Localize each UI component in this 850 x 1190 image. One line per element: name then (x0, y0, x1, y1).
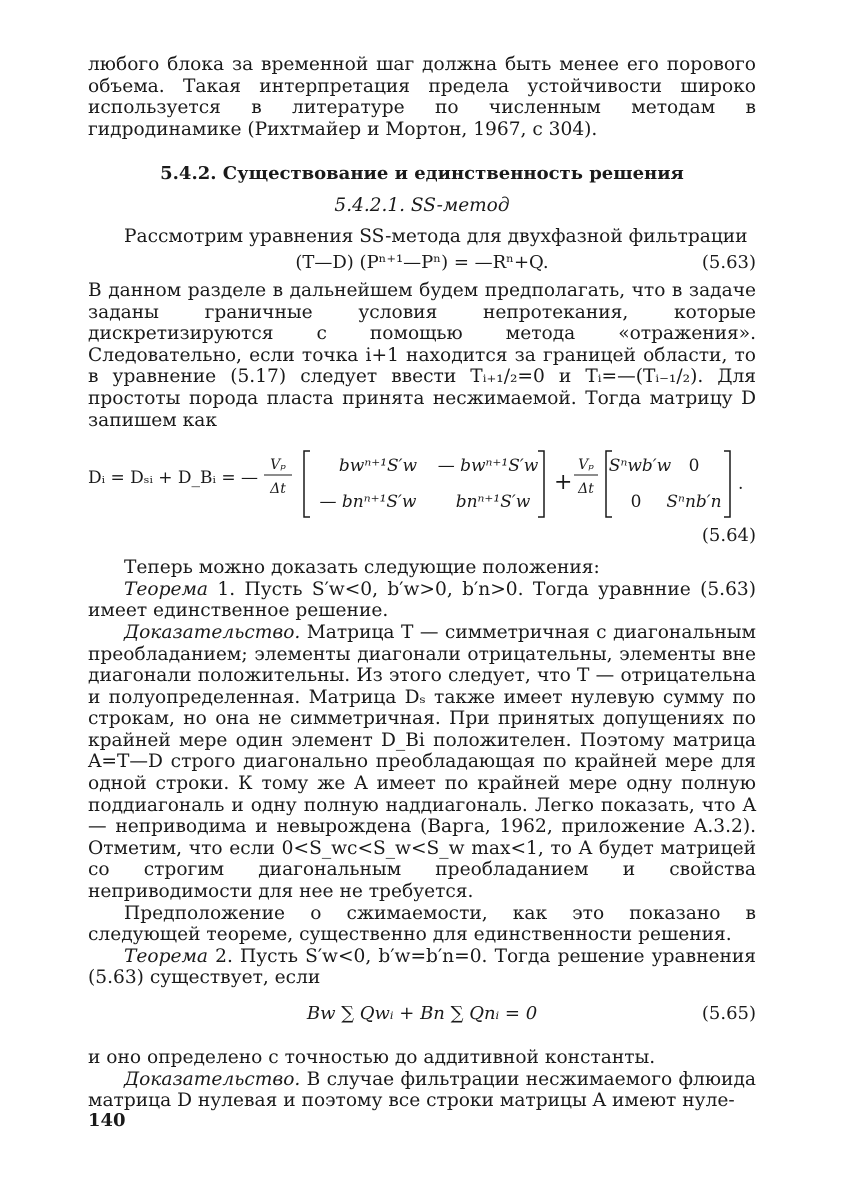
matrix1-r1c1: bwⁿ⁺¹S′w (338, 456, 418, 477)
proof-1 (88, 622, 756, 903)
matrix2-r1c2: 0 (688, 456, 700, 477)
paragraph-section: В данном разделе в дальнейшем будем предполагать, что в задаче заданы граничные условия непротекания, которые дискретизируются с помощью метода «отражения». Следовательно, если точка i+1 находится за границей области, то в уравнение (5.17) следует ввести Tᵢ₊₁/₂=0 и Tᵢ=—(Tᵢ₋₁/₂). Для простоты порода пласта принята несжимаемой. Тогда матрицу D запишем как (88, 279, 756, 431)
theorem-2 (88, 946, 756, 989)
proof-2-label: Доказательство. (124, 1068, 301, 1090)
svg-text:.: . (738, 474, 744, 495)
theorem-1-label: Теорема (124, 578, 209, 600)
subsection-title: 5.4.2.1. SS-метод (334, 195, 510, 217)
equation-5-65-body: Bw ∑ Qwᵢ + Bn ∑ Qnᵢ = 0 (306, 1003, 538, 1024)
matrix2-r1c1: Sⁿwb′w (608, 456, 672, 477)
matrix1-r2c2: bnⁿ⁺¹S′w (455, 492, 531, 513)
proof-1-label: Доказательство. (124, 621, 301, 643)
matrix1-r1c2: — bwⁿ⁺¹S′w (437, 456, 539, 477)
eq-564-dt-1: Δt (270, 481, 286, 498)
section-title: 5.4.2. Существование и единственность решения (160, 163, 684, 185)
theorem-2-text: 2. Пусть S′w<0, b′w=b′n=0. Тогда решение уравнения (5.63) существует, если (88, 945, 756, 989)
matrix-equation-svg (88, 441, 756, 525)
paragraph-consider: Рассмотрим уравнения SS-метода для двухфазной фильтрации (124, 226, 748, 248)
equation-5-63 (88, 248, 756, 280)
eq-564-lhs: Dᵢ = Dₛᵢ + D_Bᵢ = — (88, 468, 259, 489)
page-body (88, 54, 756, 1112)
paragraph-defined: и оно определено с точностью до аддитивной константы. (88, 1047, 656, 1068)
page-number: 140 (88, 1110, 126, 1131)
proof-2 (88, 1069, 756, 1112)
matrix1-r2c1: — bnⁿ⁺¹S′w (319, 492, 417, 513)
equation-5-63-body: (T—D) (Pⁿ⁺¹—Pⁿ) = —Rⁿ+Q. (295, 251, 549, 273)
eq-564-plus: + (554, 470, 573, 496)
matrix2-r2c2: Sⁿnb′n (666, 492, 722, 513)
eq-564-vp-1: Vₚ (270, 457, 286, 474)
matrix2-r2c1: 0 (630, 492, 642, 513)
proof-1-text: Матрица T — симметричная с диагональным преобладанием; элементы диагонали отрицательны, элементы вне диагонали положительны. Из этого следует, что T — отрицательна и полуопределенная. Матрица Dₛ также имеет нулевую сумму по строкам, но она не симметричная. При принятых допущениях по крайней мере один элемент D_Bi положителен. Поэтому матрица A=T—D строго диагонально преобладающая по крайней мере для одной строки. К тому же A имеет по крайней мере одну полную поддиагональ и одну полную наддиагональ. Легко показать, что A — неприводима и невырождена (Варга, 1962, приложение A.3.2). Отметим, что если 0<S_wc<S_w<S_w max<1, то A будет матрицей со строгим диагональным преобладанием и свойства неприводимости для нее не требуется. (88, 621, 756, 903)
equation-5-63-number: (5.63) (701, 251, 756, 273)
equation-5-64-number: (5.64) (701, 525, 756, 547)
eq-564-dt-2: Δt (578, 481, 594, 498)
theorem-1-text: 1. Пусть S′w<0, b′w>0, b′n>0. Тогда уравнние (5.63) имеет единственное решение. (88, 578, 756, 622)
equation-5-65-number: (5.65) (701, 1003, 756, 1024)
paragraph-now: Теперь можно доказать следующие положения: (124, 557, 600, 579)
theorem-2-label: Теорема (124, 945, 209, 967)
proof-2-text: В случае фильтрации несжимаемого флюида матрица D нулевая и поэтому все строки матрицы A имеют нуле- (88, 1068, 756, 1112)
theorem-1 (88, 579, 756, 622)
paragraph-assumption: Предположение о сжимаемости, как это показано в следующей теореме, существенно для единственности решения. (88, 902, 756, 946)
equation-5-64 (88, 441, 756, 525)
paragraph-top: любого блока за временной шаг должна быть менее его порового объема. Такая интерпретация предела устойчивости широко используется в литературе по численным методам в гидродинамике (Рихтмайер и Мортон, 1967, с 304). (88, 54, 756, 140)
equation-5-65 (88, 997, 756, 1047)
eq-564-vp-2: Vₚ (578, 457, 594, 474)
